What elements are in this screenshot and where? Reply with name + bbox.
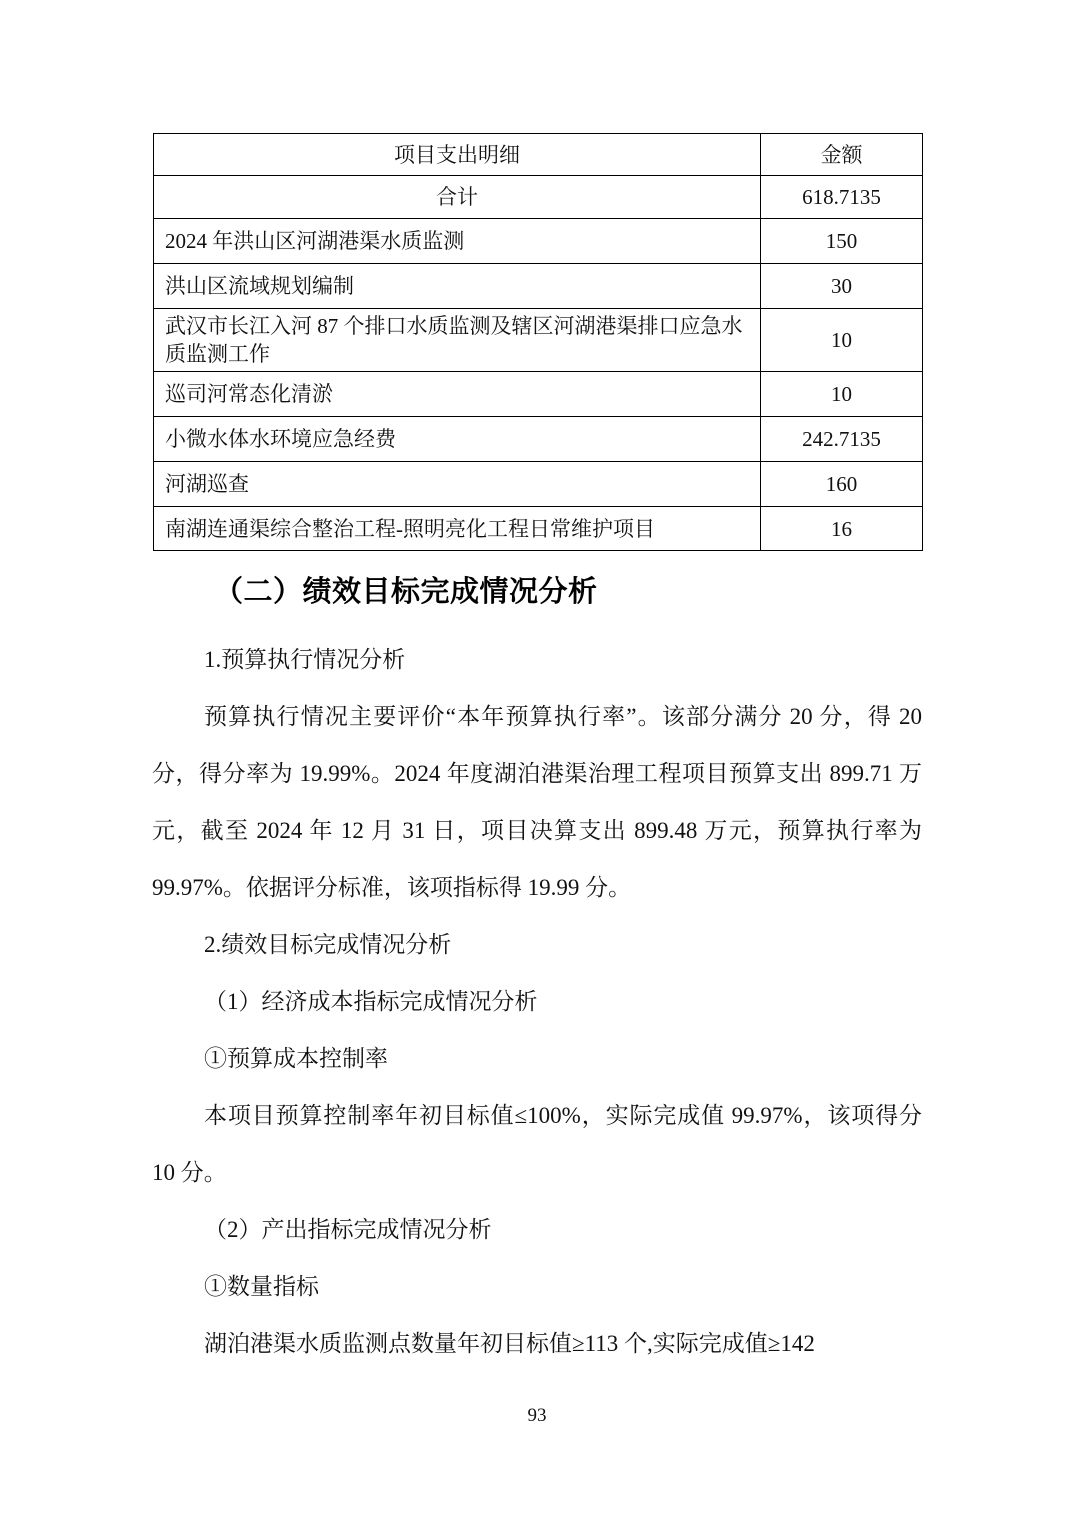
table-row (154, 462, 923, 507)
amount-cell: 10 (761, 372, 923, 417)
body-paragraph: 2.绩效目标完成情况分析 (204, 932, 452, 957)
amount-cell: 30 (761, 264, 923, 309)
body-paragraph: 湖泊港渠水质监测点数量年初目标值≥113 个,实际完成值≥142 (204, 1331, 815, 1356)
table-row (154, 264, 923, 309)
item-cell: 合计 (154, 176, 761, 219)
table-header-detail: 项目支出明细 (154, 134, 761, 176)
body-paragraph: 本项目预算控制率年初目标值≤100%，实际完成值 99.97%，该项得分 10 分。 (152, 1103, 922, 1185)
item-cell: 南湖连通渠综合整治工程-照明亮化工程日常维护项目 (154, 507, 761, 551)
table-row (154, 176, 923, 219)
amount-cell: 10 (761, 309, 923, 372)
amount-cell: 242.7135 (761, 417, 923, 462)
table-row (154, 507, 923, 551)
item-cell: 小微水体水环境应急经费 (154, 417, 761, 462)
amount-cell: 160 (761, 462, 923, 507)
table-header-amount: 金额 (761, 134, 923, 176)
table-row (154, 417, 923, 462)
body-paragraph: （2）产出指标完成情况分析 (204, 1217, 492, 1242)
item-cell: 河湖巡查 (154, 462, 761, 507)
table-header-row (154, 134, 923, 176)
amount-cell: 618.7135 (761, 176, 923, 219)
body-text (152, 631, 922, 1372)
amount-cell: 16 (761, 507, 923, 551)
body-paragraph: ①数量指标 (204, 1274, 319, 1299)
table-row (154, 309, 923, 372)
body-paragraph: ①预算成本控制率 (204, 1046, 388, 1071)
body-paragraph: 1.预算执行情况分析 (204, 647, 406, 672)
item-cell: 洪山区流域规划编制 (154, 264, 761, 309)
expenditure-table (153, 133, 923, 551)
page-number: 93 (527, 1405, 547, 1426)
body-paragraph: （1）经济成本指标完成情况分析 (204, 989, 538, 1014)
body-paragraph: 预算执行情况主要评价“本年预算执行率”。该部分满分 20 分，得 20 分，得分率为 19.99%。2024 年度湖泊港渠治理工程项目预算支出 899.71 万元，截至 2024 年 12 月 31 日，项目决算支出 899.48 万元，预算执行率为 99.97%。依据评分标准，该项指标得 19.99 分。 (152, 704, 922, 900)
table-row (154, 372, 923, 417)
item-cell: 2024 年洪山区河湖港渠水质监测 (154, 219, 761, 264)
item-cell: 武汉市长江入河 87 个排口水质监测及辖区河湖港渠排口应急水质监测工作 (154, 309, 761, 372)
item-cell: 巡司河常态化清淤 (154, 372, 761, 417)
section-heading: （二）绩效目标完成情况分析 (214, 576, 598, 608)
amount-cell: 150 (761, 219, 923, 264)
table-row (154, 219, 923, 264)
